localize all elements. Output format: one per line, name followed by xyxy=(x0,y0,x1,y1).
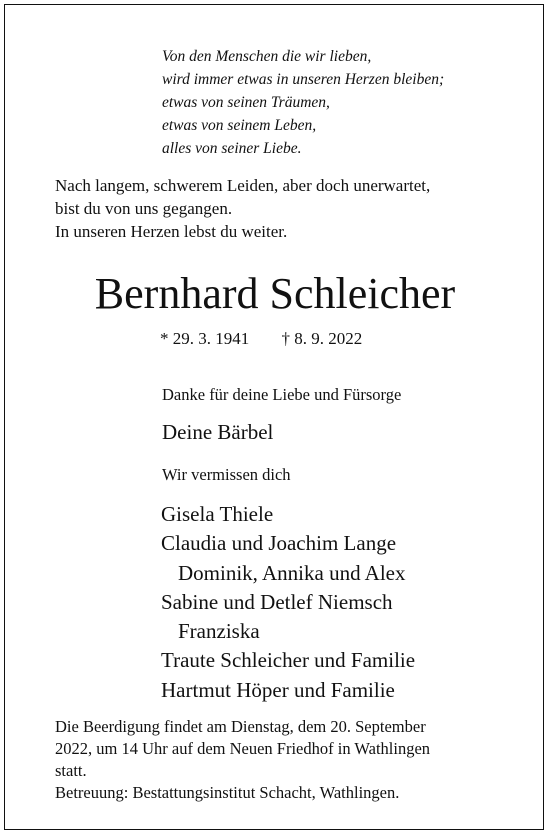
intro-text xyxy=(55,174,430,243)
poem-line: etwas von seinen Träumen, xyxy=(162,94,330,111)
intro-line: Nach langem, schwerem Leiden, aber doch unerwartet, xyxy=(55,176,431,195)
birth-date: * 29. 3. 1941 xyxy=(160,329,250,348)
death-date: † 8. 9. 2022 xyxy=(281,329,363,348)
mourner: Franziska xyxy=(178,619,260,644)
mourner: Hartmut Höper und Familie xyxy=(161,677,395,702)
mourner: Claudia und Joachim Lange xyxy=(161,531,397,556)
mourner: Gisela Thiele xyxy=(161,502,274,526)
miss-text: Wir vermissen dich xyxy=(162,465,291,484)
spouse-name: Deine Bärbel xyxy=(162,420,274,444)
poem-line: wird immer etwas in unseren Herzen bleiben; xyxy=(162,71,445,88)
poem-line: Von den Menschen die wir lieben, xyxy=(162,48,372,65)
deceased-name: Bernhard Schleicher xyxy=(94,269,456,318)
funeral-line: Betreuung: Bestattungsinstitut Schacht, Wathlingen. xyxy=(55,783,400,802)
intro-line: bist du von uns gegangen. xyxy=(55,199,233,218)
funeral-notice xyxy=(55,716,430,804)
mourner: Traute Schleicher und Familie xyxy=(161,648,416,673)
mourners-list xyxy=(161,500,415,705)
life-dates xyxy=(160,328,362,350)
memorial-poem xyxy=(162,45,444,160)
thanks-text: Danke für deine Liebe und Fürsorge xyxy=(162,385,402,404)
funeral-line: 2022, um 14 Uhr auf dem Neuen Friedhof in Wathlingen xyxy=(55,739,431,758)
poem-line: etwas von seinem Leben, xyxy=(162,117,317,134)
funeral-line: statt. xyxy=(55,761,87,780)
funeral-line: Die Beerdigung findet am Dienstag, dem 20. September xyxy=(55,717,426,736)
mourner: Sabine und Detlef Niemsch xyxy=(161,589,393,614)
mourner: Dominik, Annika und Alex xyxy=(178,560,406,585)
intro-line: In unseren Herzen lebst du weiter. xyxy=(55,222,288,241)
poem-line: alles von seiner Liebe. xyxy=(162,140,302,157)
